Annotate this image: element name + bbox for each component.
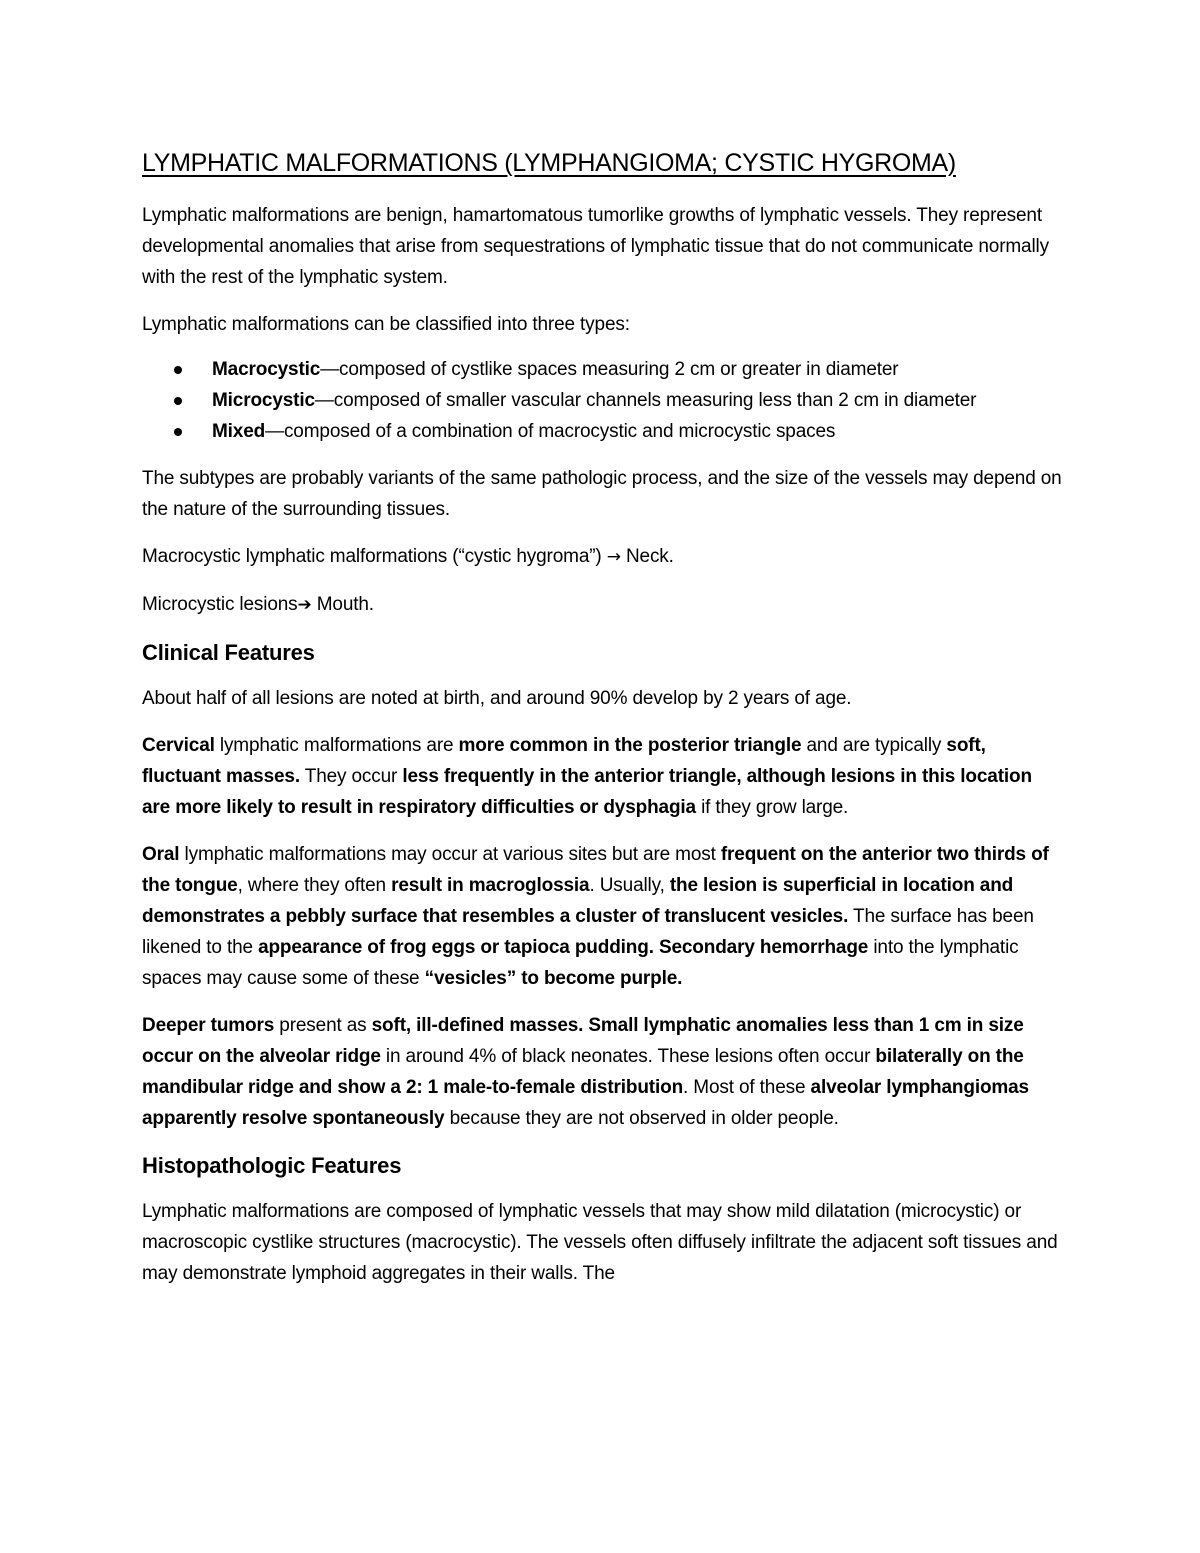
bullet-icon [174,428,182,436]
document-title: LYMPHATIC MALFORMATIONS (LYMPHANGIOMA; CYSTIC HYGROMA) [142,149,956,177]
text-run: lymphatic malformations may occur at various sites but are most [179,844,721,865]
section-heading-histopathologic: Histopathologic Features [142,1153,402,1178]
type-desc: —composed of a combination of macrocystic and microcystic spaces [265,421,836,442]
text-run: lymphatic malformations are [214,735,459,756]
bold-text: Deeper tumors [142,1015,275,1036]
bold-text: Oral [142,844,180,865]
bold-text: Cervical [142,735,215,756]
clinical-onset-paragraph: About half of all lesions are noted at birth, and around 90% develop by 2 years of age. [142,688,852,709]
text-run: if they grow large. [695,797,849,818]
bold-text: more common in the posterior triangle [458,735,802,756]
type-term: Mixed [212,421,266,442]
bullet-icon [174,366,182,374]
text-run: The surface has been likened to the [142,906,1034,958]
text-run: . Most of these [683,1077,811,1098]
text-run: into the lymphatic spaces may cause some of these [142,937,1019,989]
arrow-right-icon: ➔ [297,595,312,615]
document-body [142,146,1062,1305]
text-run: , where they often [237,875,392,896]
types-intro: Lymphatic malformations can be classified into three types: [142,314,630,335]
text-run: They occur [299,766,403,787]
micro-tail: Mouth. [311,594,374,615]
text-run: because they are not observed in older people. [444,1108,839,1129]
list-item [142,385,1062,416]
bold-text: bilaterally on the mandibular ridge and show a 2: 1 male-to-female distribution [142,1046,1024,1098]
bold-text: frequent on the anterior two thirds of the tongue [142,844,1049,896]
bold-text: soft, ill-defined masses. Small lymphatic anomalies less than 1 cm in size occur on the alveolar ridge [142,1015,1024,1067]
type-desc: —composed of cystlike spaces measuring 2 cm or greater in diameter [320,359,899,380]
bold-text: appearance of frog eggs or tapioca pudding. Secondary hemorrhage [258,937,869,958]
arrow-right-icon: → [606,547,621,567]
bold-text: less frequently in the anterior triangle, although lesions in this location are more likely to result in respiratory difficulties or dysphagia [142,766,1032,818]
bold-text: result in macroglossia [391,875,590,896]
bold-text: soft, fluctuant masses. [142,735,986,787]
macro-text: Macrocystic lymphatic malformations (“cystic hygroma”) [142,546,607,567]
type-term: Microcystic [212,390,315,411]
text-run: and are typically [801,735,947,756]
macro-line [142,541,1062,573]
intro-paragraph: Lymphatic malformations are benign, hamartomatous tumorlike growths of lymphatic vessels. They represent developmental anomalies that arise from sequestrations of lymphatic tissue that do not communicate normally with the rest of the lymphatic system. [142,205,1049,288]
micro-text: Microcystic lesions [142,594,298,615]
text-run: present as [274,1015,372,1036]
text-run: . Usually, [589,875,670,896]
macro-tail: Neck. [620,546,674,567]
bold-text: the lesion is superficial in location and demonstrates a pebbly surface that resembles a cluster of translucent vesicles. [142,875,1014,927]
types-list [142,354,1062,447]
list-item [142,354,1062,385]
bullet-icon [174,397,182,405]
micro-line [142,589,1062,621]
oral-paragraph [142,839,1062,994]
text-run: in around 4% of black neonates. These lesions often occur [380,1046,876,1067]
type-desc: —composed of smaller vascular channels measuring less than 2 cm in diameter [314,390,977,411]
section-heading-clinical: Clinical Features [142,640,315,665]
list-item [142,416,1062,447]
type-term: Macrocystic [212,359,321,380]
subtypes-paragraph: The subtypes are probably variants of the same pathologic process, and the size of the vessels may depend on the nature of the surrounding tissues. [142,468,1062,520]
bold-text: “vesicles” to become purple. [424,968,683,989]
cervical-paragraph [142,730,1062,823]
histo-paragraph: Lymphatic malformations are composed of lymphatic vessels that may show mild dilatation (microcystic) or macroscopic cystlike structures (macrocystic). The vessels often diffusely infiltrate the adjacent soft tissues and may demonstrate lymphoid aggregates in their walls. The [142,1201,1058,1284]
bold-text: alveolar lymphangiomas apparently resolve spontaneously [142,1077,1029,1129]
deeper-paragraph [142,1010,1062,1134]
